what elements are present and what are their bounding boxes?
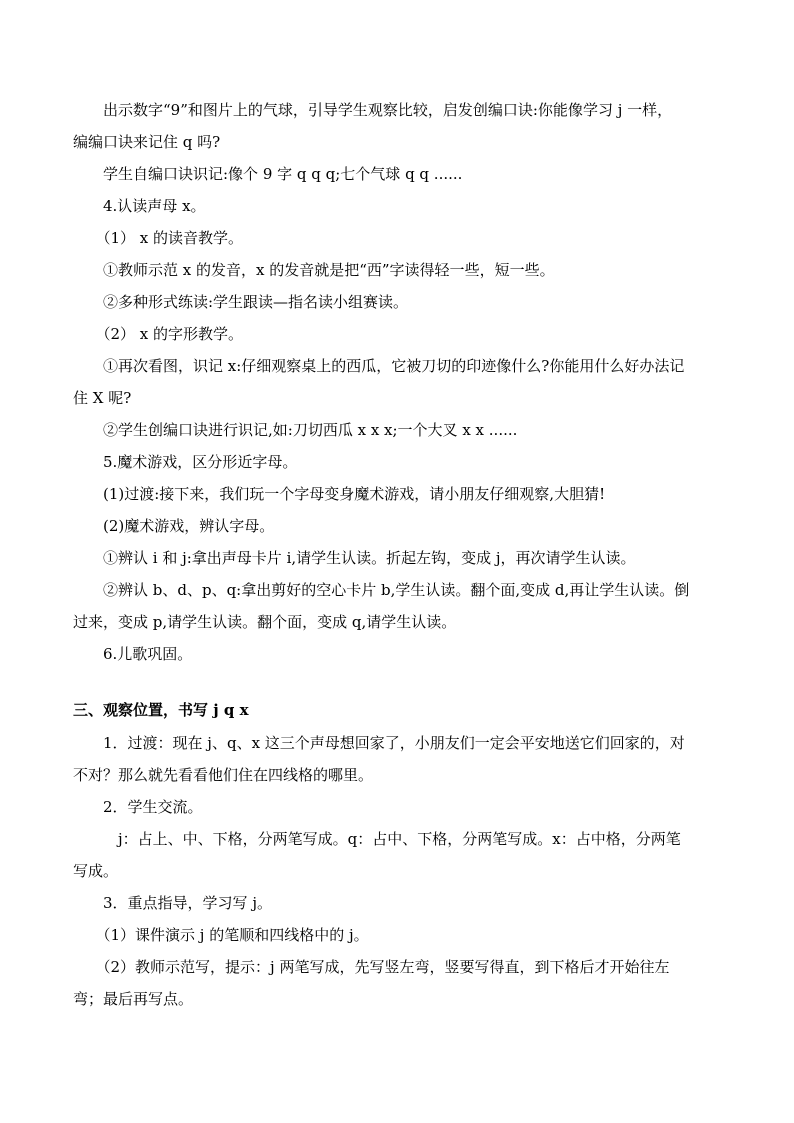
- paragraph-line: 4.认读声母 x。: [73, 197, 206, 215]
- paragraph-line: （2）教师示范写，提示：j 两笔写成，先写竖左弯，竖要写得直，到下格后才开始往左: [73, 958, 670, 976]
- paragraph-line: （1）课件演示 j 的笔顺和四线格中的 j。: [73, 926, 369, 944]
- paragraph-line: ②多种形式练读:学生跟读—指名读小组赛读。: [73, 293, 409, 311]
- paragraph-line: 5.魔术游戏，区分形近字母。: [73, 453, 298, 471]
- paragraph-line: ①教师示范 x 的发音，x 的发音就是把“西”字读得轻一些，短一些。: [73, 261, 555, 279]
- paragraph-line: ①再次看图，识记 x:仔细观察桌上的西瓜，它被刀切的印迹像什么?你能用什么好办法记: [73, 357, 685, 375]
- paragraph-line: ①辨认 i 和 j:拿出声母卡片 i,请学生认读。折起左钩，变成 j，再次请学生认读。: [73, 549, 636, 567]
- paragraph-line: 不对？那么就先看看他们住在四线格的哪里。: [73, 766, 374, 784]
- paragraph-line: 出示数字“9”和图片上的气球，引导学生观察比较，启发创编口诀:你能像学习 j 一样，: [73, 101, 673, 119]
- paragraph-line: 弯；最后再写点。: [73, 990, 194, 1008]
- paragraph-line: (2)魔术游戏，辨认字母。: [73, 517, 275, 535]
- paragraph-line: 1．过渡：现在 j、q、x 这三个声母想回家了，小朋友们一定会平安地送它们回家的，对: [73, 734, 685, 752]
- paragraph-line: ②学生创编口诀进行识记,如:刀切西瓜 x x x;一个大叉 x x ......: [73, 421, 518, 439]
- section-heading: 三、观察位置，书写 j q x: [73, 701, 249, 719]
- paragraph-line: 3．重点指导，学习写 j。: [73, 894, 272, 912]
- paragraph-line: （2） x 的字形教学。: [73, 325, 244, 343]
- paragraph-line: 6.儿歌巩固。: [73, 645, 193, 663]
- paragraph-line: j：占上、中、下格，分两笔写成。q：占中、下格，分两笔写成。x：占中格，分两笔: [73, 830, 681, 848]
- paragraph-line: 住 X 呢?: [73, 389, 132, 407]
- paragraph-line: (1)过渡:接下来，我们玩一个字母变身魔术游戏，请小朋友仔细观察,大胆猜!: [73, 485, 606, 503]
- paragraph-line: 写成。: [73, 862, 119, 880]
- paragraph-line: 2．学生交流。: [73, 798, 203, 816]
- paragraph-line: 学生自编口诀识记:像个 9 字 q q q;七个气球 q q ......: [73, 165, 463, 183]
- paragraph-line: （1） x 的读音教学。: [73, 229, 244, 247]
- paragraph-line: 编编口诀来记住 q 吗?: [73, 133, 221, 151]
- paragraph-line: ②辨认 b、d、p、q:拿出剪好的空心卡片 b,学生认读。翻个面,变成 d,再让学生认读。倒: [73, 581, 690, 599]
- paragraph-line: 过来，变成 p,请学生认读。翻个面，变成 q,请学生认读。: [73, 613, 457, 631]
